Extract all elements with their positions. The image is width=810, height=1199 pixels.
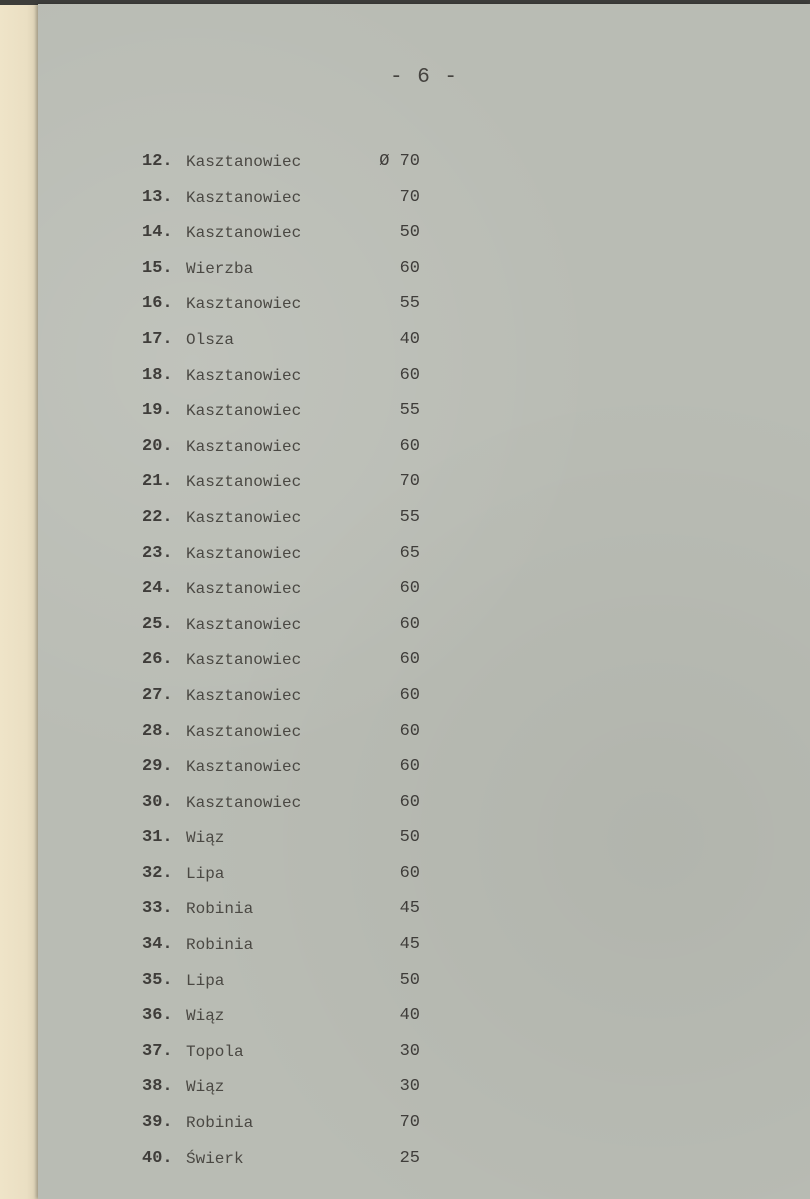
item-number: 25. <box>142 614 173 634</box>
list-item <box>142 362 442 398</box>
tree-species: Wierzba <box>186 259 254 278</box>
tree-species: Lipa <box>186 971 225 990</box>
trunk-diameter: 30 <box>399 1077 420 1097</box>
item-number: 37. <box>142 1041 173 1061</box>
tree-species: Wiąz <box>186 1078 225 1097</box>
list-item <box>142 1038 442 1074</box>
tree-species: Kasztanowiec <box>186 544 302 563</box>
item-number: 18. <box>142 365 173 385</box>
tree-species: Olsza <box>186 330 235 349</box>
item-number: 36. <box>142 1006 173 1026</box>
trunk-diameter: 65 <box>399 543 420 563</box>
item-number: 21. <box>142 472 173 492</box>
list-item <box>142 575 442 611</box>
trunk-diameter: 50 <box>399 828 420 848</box>
trunk-diameter: 60 <box>399 792 420 812</box>
page-number: - 6 - <box>389 66 458 89</box>
trunk-diameter: 60 <box>399 365 420 385</box>
trunk-diameter: 45 <box>399 935 420 955</box>
item-number: 30. <box>142 792 173 812</box>
item-number: 20. <box>142 436 173 456</box>
list-item <box>142 860 442 896</box>
list-item <box>142 967 442 1003</box>
tree-species: Robinia <box>186 936 254 955</box>
tree-species: Robinia <box>186 1114 254 1133</box>
trunk-diameter: 60 <box>399 258 420 278</box>
tree-species: Kasztanowiec <box>186 224 302 243</box>
tree-list <box>142 148 442 1180</box>
item-number: 35. <box>142 970 173 990</box>
tree-species: Kasztanowiec <box>186 651 302 670</box>
tree-species: Wiąz <box>186 829 225 848</box>
trunk-diameter: 70 <box>399 472 420 492</box>
item-number: 15. <box>142 258 173 278</box>
list-item <box>142 1145 442 1181</box>
item-number: 33. <box>142 899 173 919</box>
list-item <box>142 397 442 433</box>
item-number: 32. <box>142 863 173 883</box>
tree-species: Kasztanowiec <box>186 580 302 599</box>
list-item <box>142 753 442 789</box>
item-number: 14. <box>142 223 173 243</box>
tree-species: Lipa <box>186 864 225 883</box>
list-item <box>142 148 442 184</box>
item-number: 28. <box>142 721 173 741</box>
tree-species: Kasztanowiec <box>186 758 302 777</box>
item-number: 39. <box>142 1113 173 1133</box>
item-number: 27. <box>142 685 173 705</box>
list-item <box>142 682 442 718</box>
trunk-diameter: 60 <box>399 579 420 599</box>
list-item <box>142 326 442 362</box>
list-item <box>142 789 442 825</box>
tree-species: Kasztanowiec <box>186 793 302 812</box>
item-number: 23. <box>142 543 173 563</box>
trunk-diameter: 60 <box>399 650 420 670</box>
tree-species: Kasztanowiec <box>186 188 302 207</box>
list-item <box>142 1073 442 1109</box>
list-item <box>142 646 442 682</box>
item-number: 31. <box>142 828 173 848</box>
trunk-diameter: 50 <box>399 223 420 243</box>
item-number: 22. <box>142 507 173 527</box>
list-item <box>142 1002 442 1038</box>
item-number: 17. <box>142 329 173 349</box>
trunk-diameter: 55 <box>399 401 420 421</box>
trunk-diameter: 40 <box>399 1006 420 1026</box>
list-item <box>142 895 442 931</box>
tree-species: Kasztanowiec <box>186 473 302 492</box>
trunk-diameter: 60 <box>399 863 420 883</box>
item-number: 24. <box>142 579 173 599</box>
list-item <box>142 290 442 326</box>
tree-species: Kasztanowiec <box>186 722 302 741</box>
tree-species: Kasztanowiec <box>186 686 302 705</box>
trunk-diameter: 30 <box>399 1041 420 1061</box>
tree-species: Kasztanowiec <box>186 615 302 634</box>
tree-species: Świerk <box>186 1149 244 1168</box>
tree-species: Kasztanowiec <box>186 402 302 421</box>
list-item <box>142 255 442 291</box>
tree-species: Topola <box>186 1042 244 1061</box>
binding-strip <box>0 0 38 1199</box>
list-item <box>142 931 442 967</box>
item-number: 12. <box>142 152 173 171</box>
tree-species: Robinia <box>186 900 254 919</box>
trunk-diameter: 45 <box>399 899 420 919</box>
trunk-diameter: 50 <box>399 970 420 990</box>
item-number: 38. <box>142 1077 173 1097</box>
list-item <box>142 718 442 754</box>
item-number: 29. <box>142 757 173 777</box>
trunk-diameter: 60 <box>399 614 420 634</box>
list-item <box>142 1109 442 1145</box>
trunk-diameter: 70 <box>399 1113 420 1133</box>
list-item <box>142 433 442 469</box>
item-number: 13. <box>142 187 173 207</box>
tree-species: Kasztanowiec <box>186 153 302 171</box>
item-number: 16. <box>142 294 173 314</box>
list-item <box>142 504 442 540</box>
tree-species: Kasztanowiec <box>186 295 302 314</box>
trunk-diameter: Ø 70 <box>379 152 420 171</box>
trunk-diameter: 60 <box>399 721 420 741</box>
trunk-diameter: 40 <box>399 329 420 349</box>
list-item <box>142 540 442 576</box>
item-number: 40. <box>142 1148 173 1168</box>
tree-species: Kasztanowiec <box>186 366 302 385</box>
trunk-diameter: 60 <box>399 757 420 777</box>
trunk-diameter: 60 <box>399 685 420 705</box>
list-item <box>142 219 442 255</box>
trunk-diameter: 70 <box>399 187 420 207</box>
list-item <box>142 184 442 220</box>
trunk-diameter: 55 <box>399 294 420 314</box>
trunk-diameter: 60 <box>399 436 420 456</box>
document-sheet <box>38 4 810 1199</box>
trunk-diameter: 25 <box>399 1148 420 1168</box>
tree-species: Kasztanowiec <box>186 437 302 456</box>
list-item <box>142 468 442 504</box>
item-number: 26. <box>142 650 173 670</box>
tree-species: Wiąz <box>186 1007 225 1026</box>
list-item <box>142 824 442 860</box>
list-item <box>142 611 442 647</box>
item-number: 19. <box>142 401 173 421</box>
item-number: 34. <box>142 935 173 955</box>
trunk-diameter: 55 <box>399 507 420 527</box>
tree-species: Kasztanowiec <box>186 508 302 527</box>
